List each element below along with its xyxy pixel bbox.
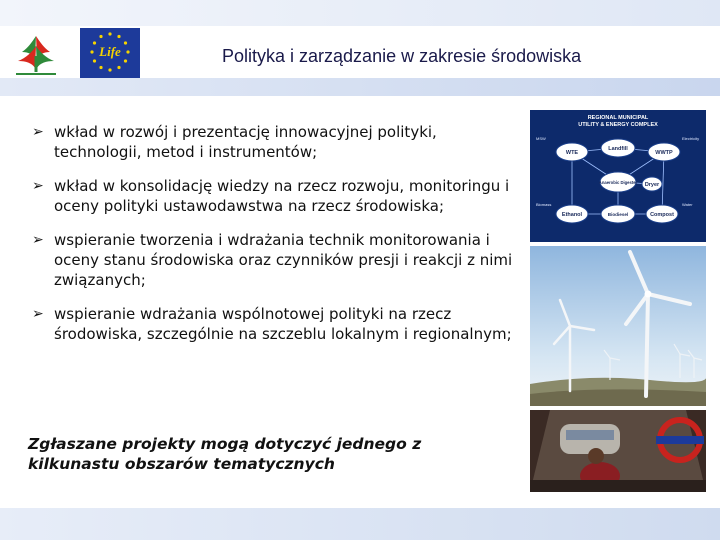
diagram-node: Dryer [644,182,660,188]
diagram-node: WWTP [655,150,673,156]
list-item [32,230,522,290]
diagram-node: WTE [565,150,579,156]
top-band [0,0,720,26]
list-item [32,122,522,162]
arrow-bullet-icon: ➢ [32,306,44,322]
arrow-bullet-icon: ➢ [32,232,44,248]
bottom-band [0,508,720,540]
bullet-text: wspieranie tworzenia i wdrażania technik monitorowania i oceny stanu środowiska oraz czynników presji i reakcji z nimi związanych; [54,231,513,289]
bullet-text: wkład w konsolidację wiedzy na rzecz rozwoju, monitoringu i oceny polityki ustawodawstwa na rzecz środowiska; [54,177,510,215]
wind-turbines-photo [530,246,706,406]
diagram-label: Electricity [682,136,700,141]
energy-complex-diagram [530,110,706,242]
life-logo-text: Life [99,44,121,59]
closing-statement: Zgłaszane projekty mogą dotyczyć jednego z kilkunastu obszarów tematycznych [28,435,422,473]
ministry-logo [10,28,62,78]
bullet-list [32,122,522,358]
bullet-text: wspieranie wdrażania wspólnotowej polityki na rzecz środowiska, szczególnie na szczeblu lokalnym i regionalnym; [54,305,512,343]
diagram-node: Ethanol [561,212,583,218]
diagram-label: MSW [536,136,546,141]
bullet-text: wkład w rozwój i prezentację innowacyjnej polityki, technologii, metod i instrumentów; [54,123,437,161]
diagram-node: Biodiesel [607,212,629,217]
diagram-title-line1: REGIONAL MUNICIPAL [587,115,649,121]
diagram-node: Compost [650,212,674,218]
diagram-title-line2: UTILITY & ENERGY COMPLEX [578,122,658,128]
life-eu-logo [80,28,140,78]
diagram-label: Biomass [536,202,552,207]
diagram-node: Landfill [608,146,628,152]
list-item [32,304,522,344]
header-rule [0,78,720,96]
diagram-node: Anaerobic Digester [598,180,638,185]
arrow-bullet-icon: ➢ [32,178,44,194]
diagram-label: Water [682,202,693,207]
list-item [32,176,522,216]
page-title: Polityka i zarządzanie w zakresie środowiska [222,46,582,66]
subway-photo [530,410,706,492]
arrow-bullet-icon: ➢ [32,124,44,140]
